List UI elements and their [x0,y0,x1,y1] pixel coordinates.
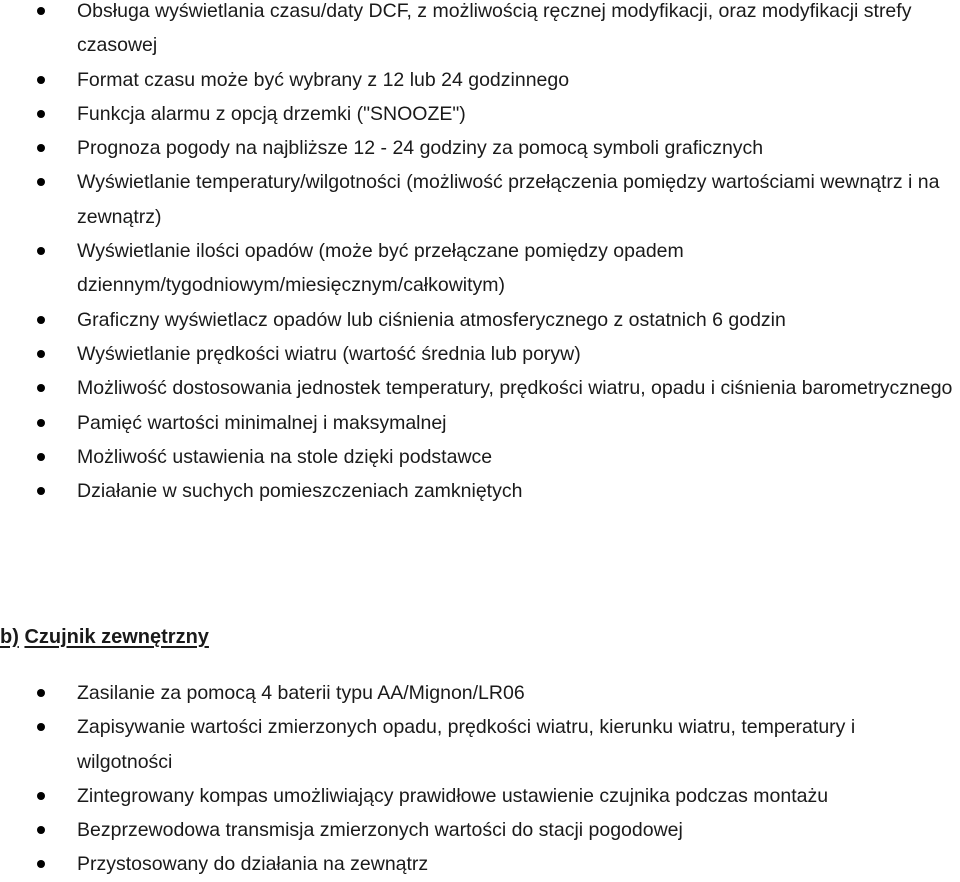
bullet-icon [37,76,45,84]
feature-list-sensor [0,676,960,882]
bullet-icon [37,316,45,324]
list-item-text: Funkcja alarmu z opcją drzemki ("SNOOZE") [77,102,466,125]
list-item-text: Graficzny wyświetlacz opadów lub ciśnienia atmosferycznego z ostatnich 6 godzin [77,308,786,331]
bullet-icon [37,860,45,868]
bullet-icon [37,7,45,15]
bullet-icon [37,689,45,697]
list-item-text: Zapisywanie wartości zmierzonych opadu, prędkości wiatru, kierunku wiatru, temperatury i wilgotności [77,716,856,773]
bullet-icon [37,826,45,834]
bullet-icon [37,144,45,152]
bullet-icon [37,723,45,731]
list-item-text: Działanie w suchych pomieszczeniach zamkniętych [77,480,523,503]
bullet-icon [37,792,45,800]
list-item [0,234,960,303]
bullet-icon [37,350,45,358]
bullet-icon [37,419,45,427]
list-item-text: Możliwość dostosowania jednostek temperatury, prędkości wiatru, opadu i ciśnienia barometrycznego [77,377,953,400]
bullet-icon [37,178,45,186]
list-item [0,303,960,337]
list-item [0,0,960,63]
list-item [0,676,960,710]
bullet-icon [37,453,45,461]
bullet-icon [37,384,45,392]
list-item-text: Wyświetlanie ilości opadów (może być przełączane pomiędzy opadem dziennym/tygodniowym/miesięcznym/całkowitym) [77,240,684,297]
list-item-text: Wyświetlanie prędkości wiatru (wartość średnia lub poryw) [77,342,581,365]
list-item-text: Format czasu może być wybrany z 12 lub 24 godzinnego [77,68,570,91]
list-item-text: Obsługa wyświetlania czasu/daty DCF, z możliwością ręcznej modyfikacji, oraz modyfikacji strefy czasowej [77,0,912,57]
list-item-text: Wyświetlanie temperatury/wilgotności (możliwość przełączenia pomiędzy wartościami wewnątrz i na zewnątrz) [77,171,940,228]
list-item [0,440,960,474]
list-item [0,406,960,440]
section-heading [0,620,209,654]
list-item [0,474,960,508]
list-item-text: Możliwość ustawienia na stole dzięki podstawce [77,445,493,468]
bullet-icon [37,110,45,118]
bullet-icon [37,247,45,255]
bullet-icon [37,487,45,495]
list-item [0,131,960,165]
list-item-text: Bezprzewodowa transmisja zmierzonych wartości do stacji pogodowej [77,819,683,842]
list-item [0,779,960,813]
list-item-text: Przystosowany do działania na zewnątrz [77,853,429,876]
list-item-text: Prognoza pogody na najbliższe 12 - 24 godziny za pomocą symboli graficznych [77,137,764,160]
list-item [0,813,960,847]
list-item [0,165,960,234]
list-item-text: Zintegrowany kompas umożliwiający prawidłowe ustawienie czujnika podczas montażu [77,784,829,807]
list-item [0,847,960,881]
list-item [0,371,960,405]
list-item [0,337,960,371]
list-item [0,97,960,131]
list-item-text: Pamięć wartości minimalnej i maksymalnej [77,411,447,434]
list-item [0,63,960,97]
list-item [0,710,960,779]
list-item-text: Zasilanie za pomocą 4 baterii typu AA/Mignon/LR06 [77,682,525,704]
section-heading-prefix: b) [0,626,19,648]
section-heading-title: Czujnik zewnętrzny [24,626,209,648]
